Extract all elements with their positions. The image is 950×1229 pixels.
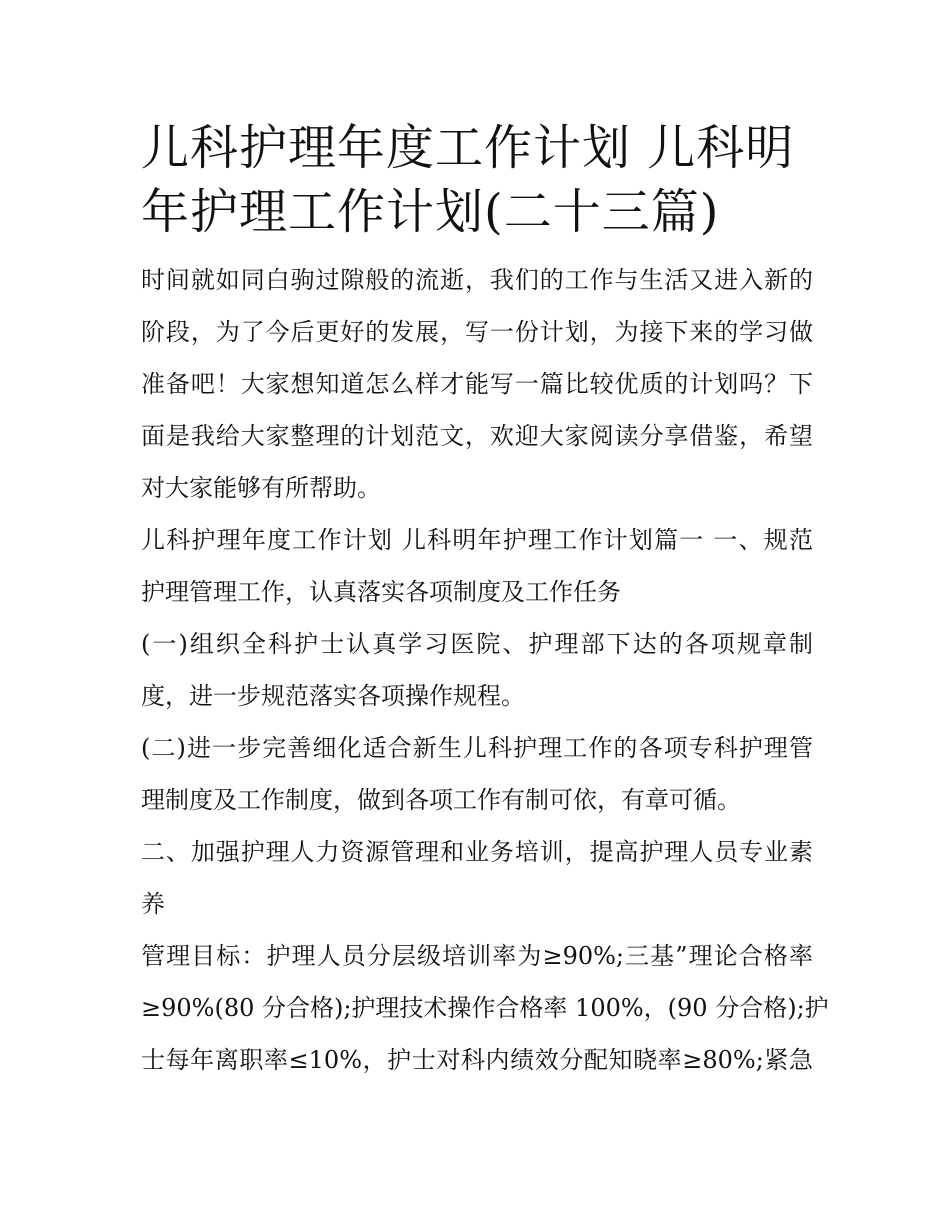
document-page: [141, 116, 829, 1086]
text-line: 护理管理工作，认真落实各项制度及工作任务: [141, 578, 621, 606]
title-line: 儿科护理年度工作计划 儿科明: [141, 120, 795, 176]
text-line: 二、加强护理人力资源管理和业务培训，提高护理人员专业素: [141, 838, 813, 866]
paragraph-item-1: [141, 618, 813, 722]
text-line: 理制度及工作制度，做到各项工作有制可依，有章可循。: [141, 786, 741, 814]
text-line: ≥90%(80 分合格);护理技术操作合格率 100%，(90 分合格);护: [141, 994, 829, 1022]
text-line: 准备吧！大家想知道怎么样才能写一篇比较优质的计划吗？下: [141, 370, 813, 398]
text-line: 阶段，为了今后更好的发展，写一份计划，为接下来的学习做: [141, 318, 813, 346]
text-line: 对大家能够有所帮助。: [141, 474, 381, 502]
title-line: 年护理工作计划(二十三篇): [141, 184, 720, 240]
text-line: 面是我给大家整理的计划范文，欢迎大家阅读分享借鉴，希望: [141, 422, 813, 450]
text-line: (二)进一步完善细化适合新生儿科护理工作的各项专科护理管: [141, 734, 813, 762]
text-line: 管理目标：护理人员分层级培训率为≥90%;三基”理论合格率: [141, 942, 813, 970]
paragraph-item-2: [141, 722, 813, 826]
text-line: 士每年离职率≤10%，护士对科内绩效分配知晓率≥80%;紧急: [141, 1046, 813, 1074]
paragraph-intro: [141, 254, 813, 514]
paragraph-section-one: [141, 514, 813, 618]
document-body: [141, 254, 829, 1086]
text-line: 时间就如同白驹过隙般的流逝，我们的工作与生活又进入新的: [141, 266, 813, 294]
text-line: (一)组织全科护士认真学习医院、护理部下达的各项规章制: [141, 630, 813, 658]
paragraph-section-two: [141, 826, 813, 930]
document-title: [141, 116, 813, 244]
text-line: 养: [141, 890, 165, 918]
text-line: 度，进一步规范落实各项操作规程。: [141, 682, 525, 710]
paragraph-management-goals: [141, 930, 829, 1086]
text-line: 儿科护理年度工作计划 儿科明年护理工作计划篇一 一、规范: [141, 526, 813, 554]
